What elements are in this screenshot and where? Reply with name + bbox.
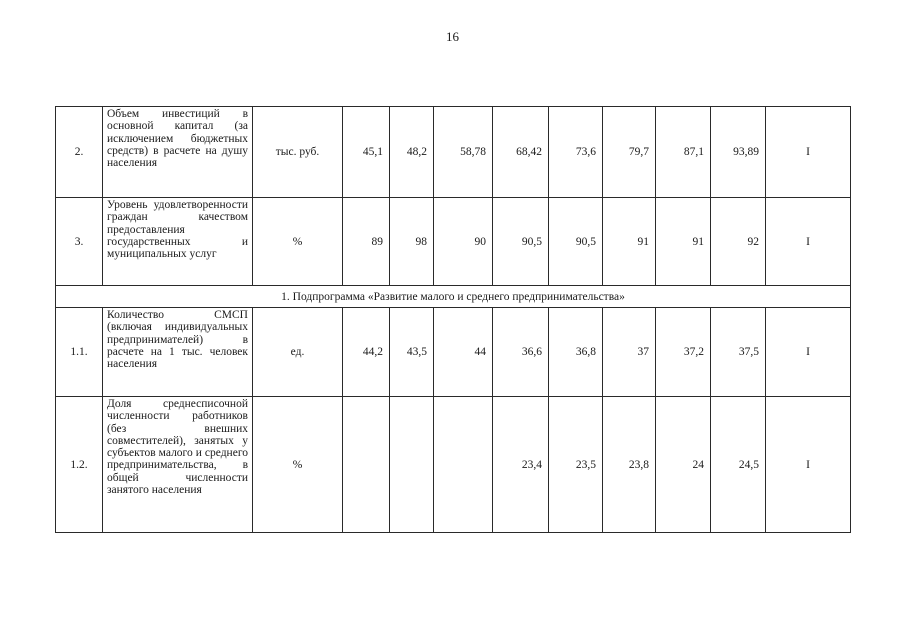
value-cell: 36,8 (549, 308, 603, 397)
value-cell: 24 (656, 397, 711, 533)
value-cell: 93,89 (711, 107, 766, 198)
mark-cell: I (766, 107, 851, 198)
value-cell: 44,2 (343, 308, 390, 397)
value-cell: 68,42 (493, 107, 549, 198)
value-cell: 23,5 (549, 397, 603, 533)
table-row (56, 397, 851, 533)
indicators-table (55, 106, 851, 533)
value-cell: 92 (711, 198, 766, 286)
value-cell: 90 (434, 198, 493, 286)
value-cell: 37 (603, 308, 656, 397)
value-cell: 45,1 (343, 107, 390, 198)
value-cell: 91 (603, 198, 656, 286)
unit-cell: % (253, 198, 343, 286)
indicator-name-cell: Количество СМСП (включая индивидуальных предпринимателей) в расчете на 1 тыс. человек населения (103, 308, 253, 397)
mark-cell: I (766, 198, 851, 286)
indicator-name-cell: Уровень удовлетворенности граждан качеством предоставления государственных и муниципальных услуг (103, 198, 253, 286)
section-title: 1. Подпрограмма «Развитие малого и среднего предпринимательства» (56, 286, 851, 308)
value-cell: 23,8 (603, 397, 656, 533)
value-cell: 43,5 (390, 308, 434, 397)
unit-cell: тыс. руб. (253, 107, 343, 198)
value-cell (434, 397, 493, 533)
value-cell: 91 (656, 198, 711, 286)
section-row (56, 286, 851, 308)
value-cell: 73,6 (549, 107, 603, 198)
mark-cell: I (766, 397, 851, 533)
table-row (56, 107, 851, 198)
value-cell: 24,5 (711, 397, 766, 533)
table-row (56, 308, 851, 397)
value-cell: 58,78 (434, 107, 493, 198)
row-number-cell: 3. (56, 198, 103, 286)
value-cell: 98 (390, 198, 434, 286)
value-cell: 87,1 (656, 107, 711, 198)
value-cell (343, 397, 390, 533)
value-cell: 37,5 (711, 308, 766, 397)
mark-cell: I (766, 308, 851, 397)
value-cell (390, 397, 434, 533)
page-number: 16 (446, 29, 459, 44)
indicator-name-cell: Объем инвестиций в основной капитал (за исключением бюджетных средств) в расчете на душу населения (103, 107, 253, 198)
indicator-name-cell: Доля среднесписочной численности работников (без внешних совместителей), занятых у субъектов малого и среднего предпринимательства, в общей численности занятого населения (103, 397, 253, 533)
value-cell: 89 (343, 198, 390, 286)
unit-cell: % (253, 397, 343, 533)
value-cell: 90,5 (549, 198, 603, 286)
table-row (56, 198, 851, 286)
unit-cell: ед. (253, 308, 343, 397)
value-cell: 48,2 (390, 107, 434, 198)
row-number-cell: 2. (56, 107, 103, 198)
value-cell: 44 (434, 308, 493, 397)
row-number-cell: 1.1. (56, 308, 103, 397)
value-cell: 79,7 (603, 107, 656, 198)
value-cell: 37,2 (656, 308, 711, 397)
value-cell: 36,6 (493, 308, 549, 397)
value-cell: 90,5 (493, 198, 549, 286)
value-cell: 23,4 (493, 397, 549, 533)
row-number-cell: 1.2. (56, 397, 103, 533)
